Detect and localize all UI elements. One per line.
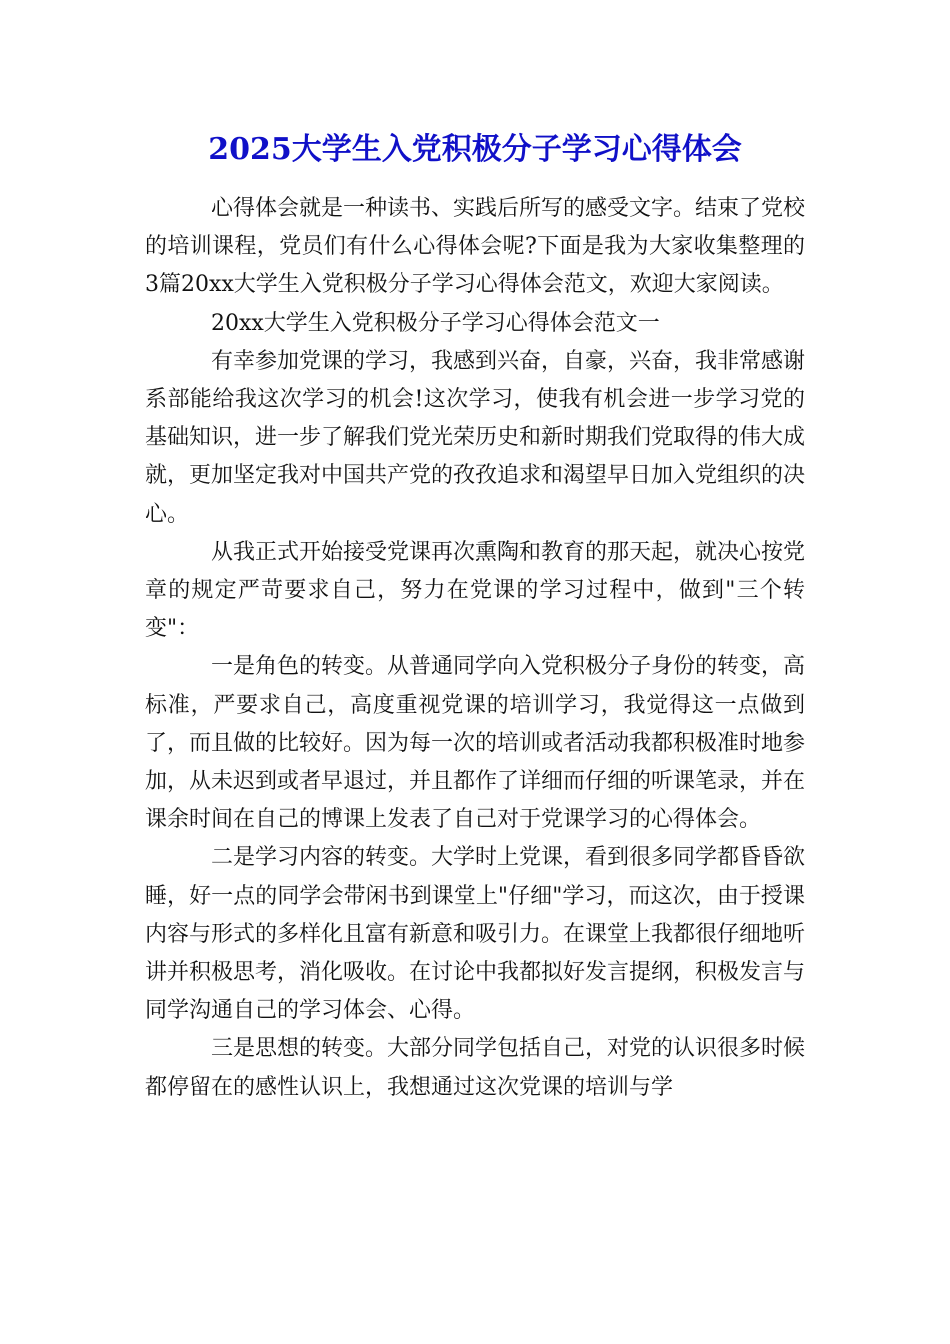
paragraph-intro: 心得体会就是一种读书、实践后所写的感受文字。结束了党校的培训课程，党员们有什么心得体会呢?下面是我为大家收集整理的3篇20xx大学生入党积极分子学习心得体会范文，欢迎大家阅读。: [145, 196, 806, 298]
document-title: 2025大学生入党积极分子学习心得体会: [208, 132, 742, 167]
document-body: [145, 190, 805, 1107]
paragraph-body-4: 二是学习内容的转变。大学时上党课，看到很多同学都昏昏欲睡，好一点的同学会带闲书到课堂上"仔细"学习，而这次，由于授课内容与形式的多样化且富有新意和吸引力。在课堂上我都很仔细地听讲并积极思考，消化吸收。在讨论中我都拟好发言提纲，积极发言与同学沟通自己的学习体会、心得。: [145, 845, 806, 1024]
paragraph-body-3: 一是角色的转变。从普通同学向入党积极分子身份的转变，高标准，严要求自己，高度重视党课的培训学习，我觉得这一点做到了，而且做的比较好。因为每一次的培训或者活动我都积极准时地参加，从未迟到或者早退过，并且都作了详细而仔细的听课笔录，并在课余时间在自己的博课上发表了自己对于党课学习的心得体会。: [145, 654, 806, 833]
paragraph-body-1: 有幸参加党课的学习，我感到兴奋，自豪，兴奋，我非常感谢系部能给我这次学习的机会!这次学习，使我有机会进一步学习党的基础知识，进一步了解我们党光荣历史和新时期我们党取得的伟大成就，更加坚定我对中国共产党的孜孜追求和渴望早日加入党组织的决心。: [145, 348, 806, 527]
paragraph-body-5: 三是思想的转变。大部分同学包括自己，对党的认识很多时候都停留在的感性认识上，我想通过这次党课的培训与学: [145, 1036, 806, 1100]
paragraph-body-2: 从我正式开始接受党课再次熏陶和教育的那天起，就决心按党章的规定严苛要求自己，努力在党课的学习过程中，做到"三个转变"：: [145, 539, 806, 642]
paragraph-section-heading: 20xx大学生入党积极分子学习心得体会范文一: [211, 310, 660, 336]
